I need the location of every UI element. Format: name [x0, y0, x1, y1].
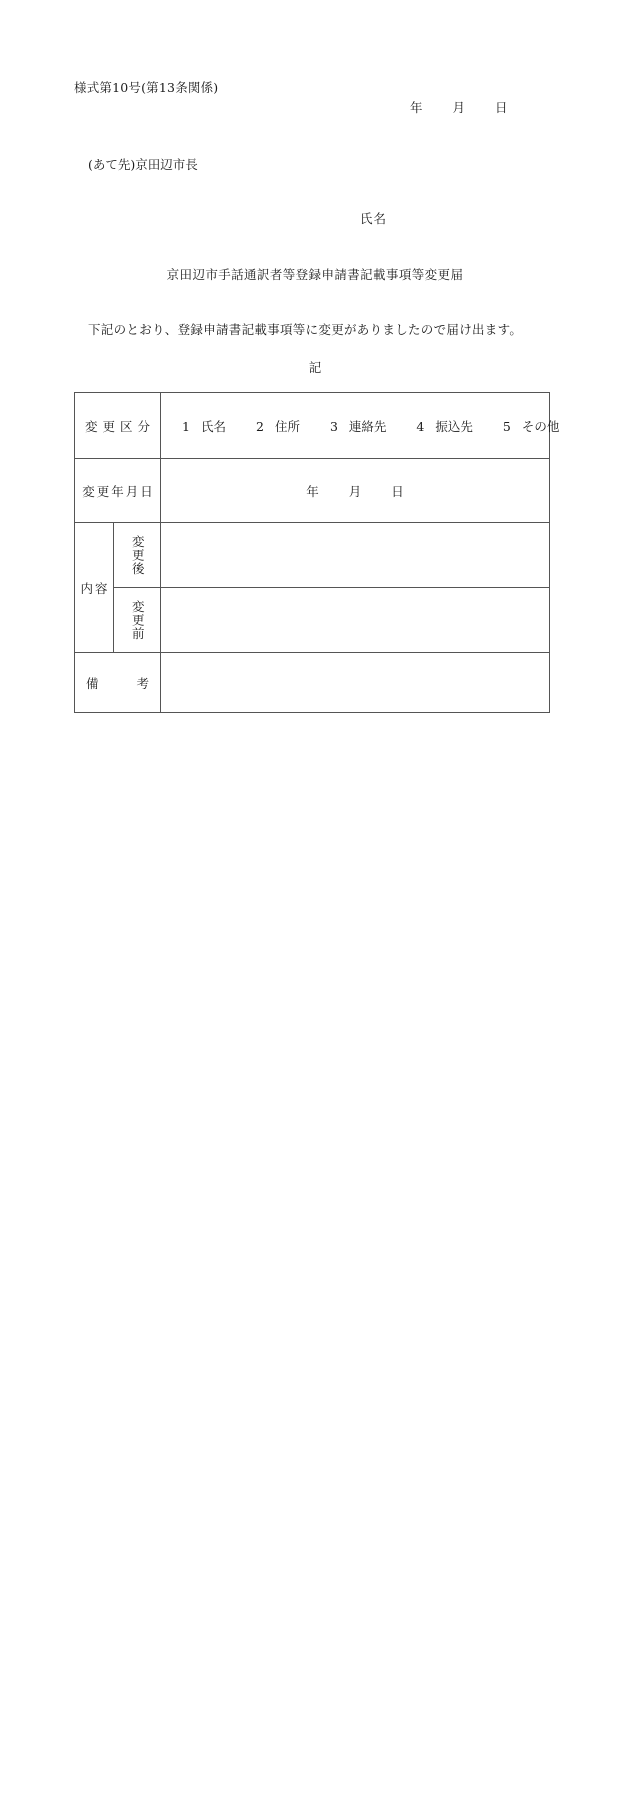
table-row-remarks — [75, 653, 550, 713]
form-number: 様式第10号(第13条関係) — [74, 80, 219, 95]
value-change-date[interactable] — [161, 459, 550, 523]
label-remarks-first: 備 — [86, 675, 99, 691]
label-change-category: 変更区分 — [75, 393, 161, 459]
option-2-text: 住所 — [274, 418, 300, 434]
header-date-line — [410, 98, 508, 116]
option-3-number: 3 — [329, 418, 338, 434]
option-2-number: 2 — [255, 418, 264, 434]
table-row-change-category — [75, 393, 550, 459]
value-content-after[interactable] — [161, 523, 550, 588]
option-3-text: 連絡先 — [348, 418, 387, 434]
document-title: 京田辺市手話通訳者等登録申請書記載事項等変更届 — [166, 267, 464, 282]
table-row-content-after — [75, 523, 550, 588]
body-sentence: 下記のとおり、登録申請書記載事項等に変更がありましたので届け出ます。 — [88, 322, 523, 337]
label-content: 内容 — [75, 523, 114, 653]
table-row-content-before — [75, 588, 550, 653]
change-date-day: 日 — [391, 483, 404, 499]
option-5-text: その他 — [521, 418, 560, 434]
name-label: 氏名 — [360, 211, 388, 226]
ki-mark: 記 — [308, 360, 322, 375]
label-change-date: 変更年月日 — [75, 459, 161, 523]
option-1-number: 1 — [182, 418, 190, 434]
table-row-change-date — [75, 459, 550, 523]
header-date-year: 年 — [410, 100, 423, 115]
change-date-month: 月 — [348, 483, 362, 499]
value-change-category[interactable] — [161, 393, 560, 459]
change-notification-table — [74, 392, 560, 713]
addressee-line: (あて先)京田辺市長 — [88, 157, 198, 172]
label-content-before: 変更前 — [114, 588, 161, 653]
option-5-number: 5 — [502, 418, 511, 434]
value-remarks[interactable] — [161, 653, 550, 713]
option-4-number: 4 — [416, 418, 425, 434]
label-remarks-second: 考 — [136, 675, 150, 691]
header-date-day: 日 — [495, 100, 508, 115]
value-content-before[interactable] — [161, 588, 550, 653]
change-date-year: 年 — [306, 483, 319, 499]
header-date-month: 月 — [452, 100, 466, 115]
option-4-text: 振込先 — [435, 418, 473, 434]
label-remarks — [75, 653, 161, 713]
label-content-after: 変更後 — [114, 523, 161, 588]
option-1-text: 氏名 — [200, 418, 226, 434]
